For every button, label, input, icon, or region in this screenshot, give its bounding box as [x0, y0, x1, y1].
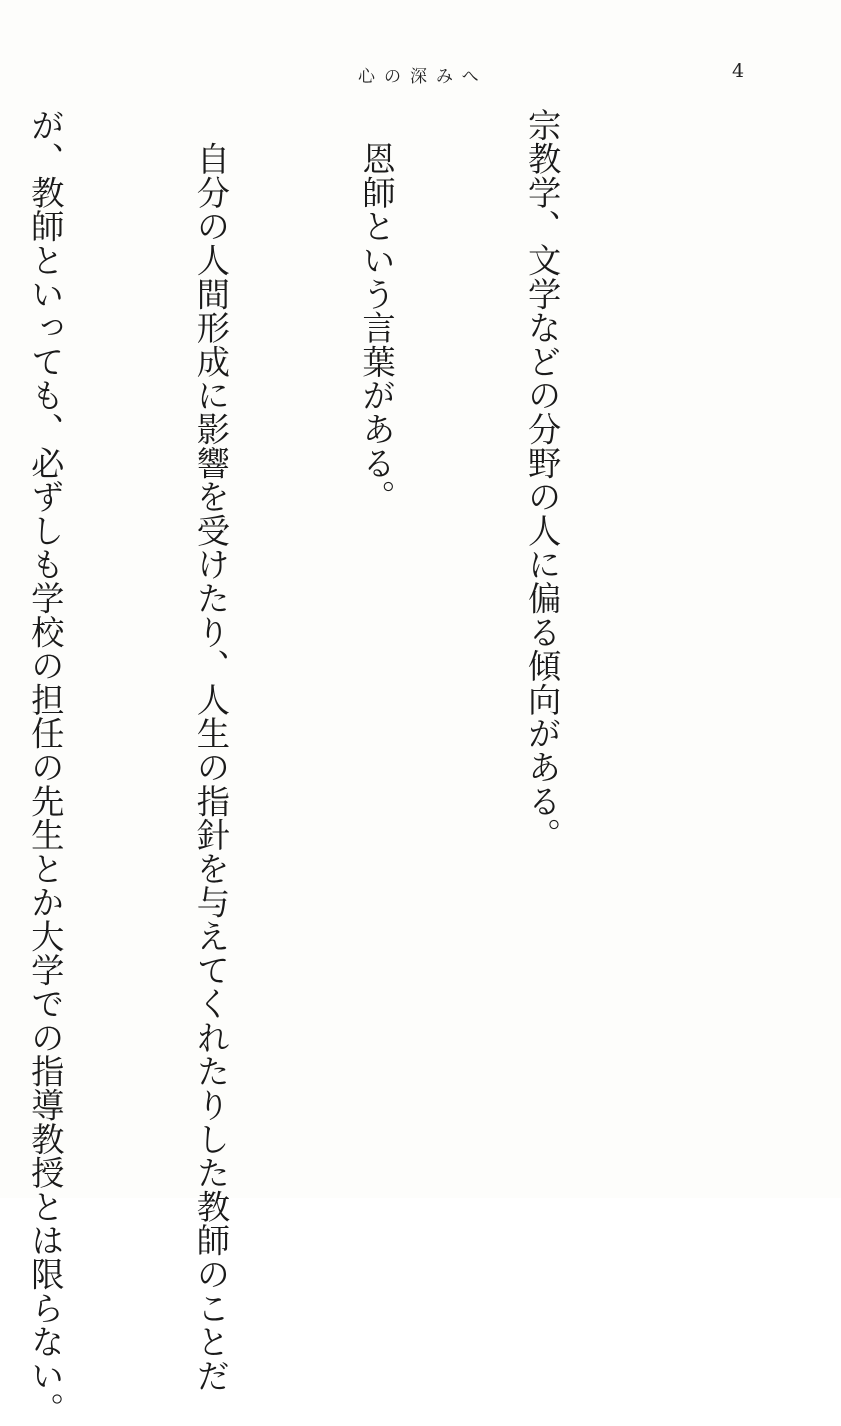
- vertical-body-text: [25, 108, 680, 1426]
- text-line: 自分の人間形成に影響を受けたり、人生の指針を与えてくれたりした教師のことだ: [191, 108, 231, 1393]
- running-title: 心の深みへ: [358, 67, 488, 87]
- text-line: 恩師という言葉がある。: [356, 108, 396, 514]
- page-number: 4: [732, 60, 745, 82]
- text-line: が、教師といっても、必ずしも学校の担任の先生とか大学での指導教授とは限らない。: [25, 108, 65, 1426]
- text-line: 宗教学、文学などの分野の人に偏る傾向がある。: [522, 108, 562, 852]
